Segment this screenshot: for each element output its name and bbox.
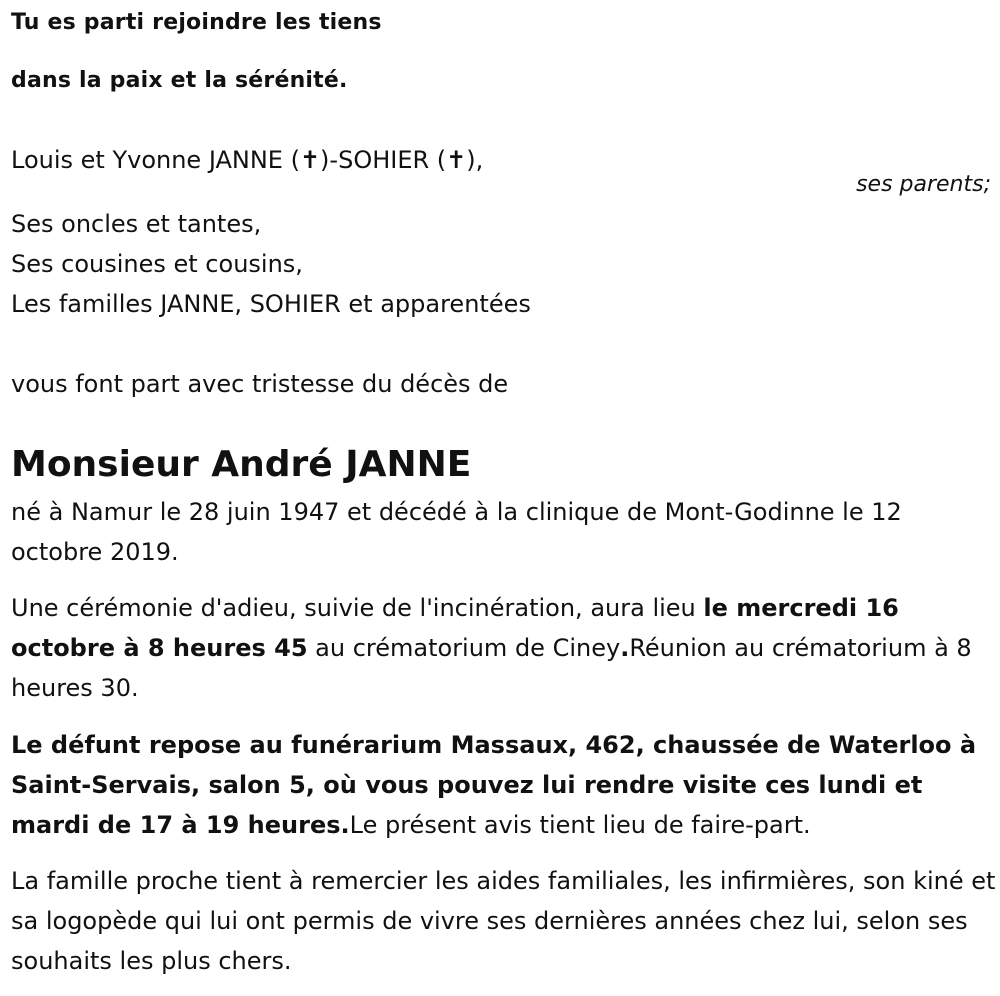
deceased-name: Monsieur André JANNE bbox=[11, 444, 472, 485]
relatives-line-2: Ses cousines et cousins, bbox=[11, 250, 303, 278]
thanks-paragraph: La famille proche tient à remercier les aides familiales, les infirmières, son kiné et sa logopède qui lui ont permis de vivre ses dernières années chez lui, selon ses souhaits les plus chers. bbox=[11, 867, 996, 975]
ceremony-date: le mercredi 16 octobre à 8 heures 45 bbox=[11, 594, 899, 662]
parents-line: Louis et Yvonne JANNE (✝)-SOHIER (✝), bbox=[11, 146, 484, 174]
visitation-details: Le défunt repose au funérarium Massaux, 462, chaussée de Waterloo à Saint-Servais, salon 5, où vous pouvez lui rendre visite ces lundi et mardi de 17 à 19 heures. bbox=[11, 731, 977, 839]
relatives-line-1: Ses oncles et tantes, bbox=[11, 210, 262, 238]
visitation-paragraph bbox=[11, 725, 996, 845]
ceremony-intro: Une cérémonie d'adieu, suivie de l'incinération, aura lieu bbox=[11, 594, 704, 622]
parents-role: ses parents; bbox=[856, 172, 991, 197]
announcement-line: vous font part avec tristesse du décès de bbox=[11, 370, 509, 398]
ceremony-paragraph bbox=[11, 588, 996, 708]
poem-line-2: dans la paix et la sérénité. bbox=[11, 68, 348, 93]
poem-line-1: Tu es parti rejoindre les tiens bbox=[11, 10, 382, 35]
relatives-line-3: Les familles JANNE, SOHIER et apparentées bbox=[11, 290, 531, 318]
birth-death-paragraph: né à Namur le 28 juin 1947 et décédé à la clinique de Mont-Godinne le 12 octobre 2019. bbox=[11, 498, 902, 566]
visitation-tail: Le présent avis tient lieu de faire-part. bbox=[349, 811, 811, 839]
ceremony-period: . bbox=[620, 634, 630, 662]
ceremony-place: au crématorium de Ciney bbox=[307, 634, 621, 662]
ceremony-reunion: Réunion au crématorium à 8 heures 30. bbox=[11, 634, 972, 702]
